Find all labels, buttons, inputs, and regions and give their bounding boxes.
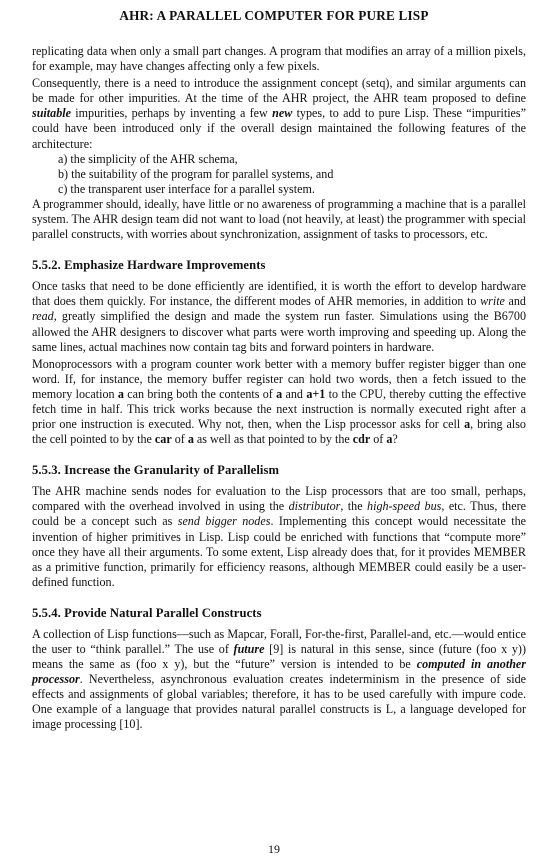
emphasis-write: write	[480, 294, 505, 309]
list-item: b) the suitability of the program for parallel systems, and	[58, 166, 334, 181]
emphasis-new: new	[272, 106, 293, 121]
emphasis-suitable: suitable	[32, 106, 71, 121]
paragraph-impurities: Consequently, there is a need to introduce the assignment concept (setq), and similar arguments can be made for other impurities. At the time of the AHR project, the AHR team proposed to define suitable impurities, perhaps by inventing a few new types, to add to pure Lisp. These “impurities” could have been introduced only if the overall design maintained the following features of the architecture:	[32, 76, 526, 151]
section-heading-5-5-4: 5.5.4. Provide Natural Parallel Constructs	[32, 605, 262, 620]
emphasis-high-speed-bus: high-speed bus	[367, 499, 442, 514]
emphasis-read: read	[32, 309, 54, 324]
list-item: a) the simplicity of the AHR schema,	[58, 151, 238, 166]
paragraph-hardware: Once tasks that need to be done efficiently are identified, it is worth the effort to develop hardware that does them quickly. For instance, the different modes of AHR memories, in addition to write and read, greatly simplified the design and made the system run faster. Simulations using the B6700 allowed the AHR designers to discover what parts were worth improving and speeding up. Along the same lines, actual machines now contain tag bits and forward pointers in hardware.	[32, 279, 526, 354]
paragraph-intro: replicating data when only a small part changes. A program that modifies an array of a million pixels, for example, may have changes affecting only a few pixels.	[32, 44, 526, 74]
paragraph-parallel-constructs: A collection of Lisp functions—such as Mapcar, Forall, For-the-first, Parallel-and, etc.—would entice the user to “think parallel.” The use of future [9] is natural in this sense, since (future (foo x y)) means the same as (foo x y), but the “future” version is intended to be computed in another processor. Nevertheless, asynchronous evaluation creates indeterminism in the presence of side effects and assignments of global variables; therefore, it has to be used carefully with impure code. One example of a language that provides natural parallel constructs is L, a language developed for image processing [10].	[32, 626, 527, 732]
page-body	[32, 44, 526, 733]
list-item: c) the transparent user interface for a parallel system.	[58, 181, 315, 196]
running-head: AHR: A PARALLEL COMPUTER FOR PURE LISP	[119, 8, 429, 23]
feature-list	[58, 152, 526, 197]
paragraph-programmer: A programmer should, ideally, have little or no awareness of programming a machine that is a parallel system. The AHR design team did not want to load (not heavily, at least) the programmer with special parallel constructs, with worries about synchronization, assignment of tasks to processors, etc.	[32, 196, 526, 242]
emphasis-future: future	[233, 642, 265, 656]
section-heading-5-5-3: 5.5.3. Increase the Granularity of Parallelism	[32, 463, 280, 478]
section-heading-5-5-2: 5.5.2. Emphasize Hardware Improvements	[32, 258, 266, 273]
emphasis-send-bigger-nodes: send bigger nodes	[177, 514, 271, 529]
emphasis-distributor: distributor	[288, 499, 341, 514]
page-number: 19	[268, 842, 280, 856]
paragraph-granularity: The AHR machine sends nodes for evaluation to the Lisp processors that are too small, perhaps, compared with the overhead involved in using the distributor, the high-speed bus, etc. Thus, there could be a concept such as send bigger nodes. Implementing this concept would necessitate the invention of higher primitives in Lisp. Lisp could be enriched with functions that “compute more” once they have all their arguments. To some extent, Lisp already does that, for it provides MEMBER as a primitive function, primarily for efficiency reasons, although MEMBER could easily be a user-defined function.	[32, 484, 526, 589]
emphasis-computed-in-another-processor: computed in another processor	[32, 657, 527, 687]
paragraph-monoprocessors: Monoprocessors with a program counter work better with a memory buffer register bigger than one word. If, for instance, the memory buffer register can hold two words, then a fetch issued to the memory location a can bring both the contents of a and a+1 to the CPU, thereby cutting the effective fetch time in half. This trick works because the next instruction is normally executed right after a prior one instruction is executed. Why not, then, when the Lisp processor asks for cell a, bring also the cell pointed to by the car of a as well as that pointed to by the cdr of a?	[32, 356, 526, 447]
